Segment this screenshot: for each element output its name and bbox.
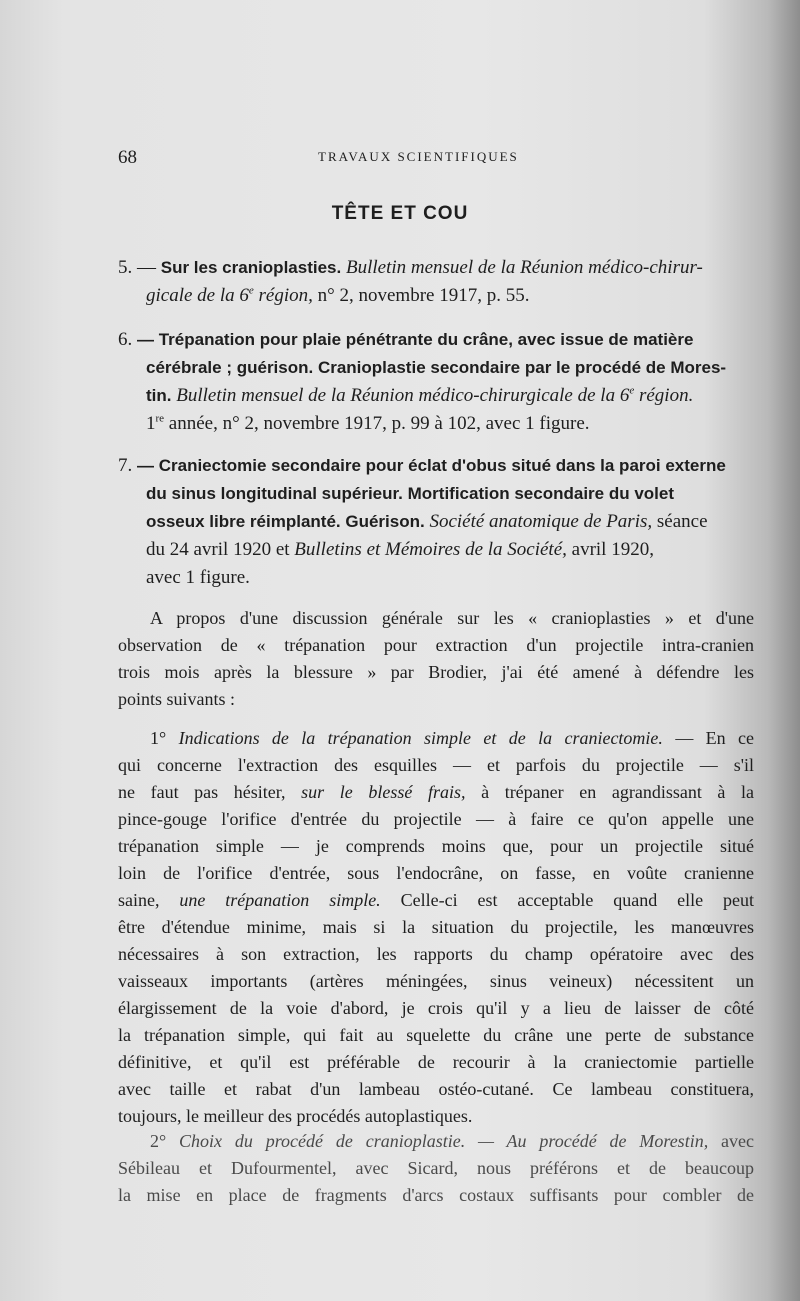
- ref7-line1: 7. — Craniectomie secondaire pour éclat d'obus situé dans la paroi externe: [118, 455, 726, 476]
- section-title: TÊTE ET COU: [331, 203, 469, 224]
- reference-5: [118, 254, 754, 310]
- paragraph-intro: A propos d'une discussion générale sur les « cranioplasties » et d'une observation de « trépanation pour extraction d'un projectile intra-cranien trois mois après la blessure » par Brodier, j'ai été amené à défendre les points suivants :: [118, 608, 754, 709]
- ref7-line3: osseux libre réimplanté. Guérison. Société anatomique de Paris, séance: [146, 511, 708, 532]
- page-number: 68: [118, 147, 137, 168]
- ref5-title: Sur les cranioplasties.: [160, 258, 342, 277]
- ref5-line2: gicale de la 6e région, n° 2, novembre 1917, p. 55.: [146, 284, 530, 306]
- ref5-line1: 5. — Sur les cranioplasties. Bulletin mensuel de la Réunion médico-chirur-: [118, 257, 703, 278]
- ref6-line3: tin. Bulletin mensuel de la Réunion médico-chirurgicale de la 6e région.: [146, 384, 694, 406]
- ref7-line2: du sinus longitudinal supérieur. Mortification secondaire du volet: [146, 484, 675, 503]
- ref6-line2: cérébrale ; guérison. Cranioplastie secondaire par le procédé de Mores-: [146, 358, 727, 377]
- paragraph-indications: 1° Indications de la trépanation simple et de la craniectomie. — En ce qui concerne l'extraction des esquilles — et parfois du projectile — s'il ne faut pas hésiter, sur le blessé frais, à trépaner en agrandissant à la pince-gouge l'orifice d'entrée du projectile — à faire ce qu'on appelle une trépanation simple — je comprends moins que, pour un projectile situé loin de l'orifice d'entrée, sous l'endocrâne, on fasse, en voûte cranienne saine, une trépanation simple. Celle-ci est acceptable quand elle peut être d'étendue minime, mais si la situation du projectile, les manœuvres nécessaires à son extraction, les rapports du champ opératoire avec des vaisseaux importants (artères méningées, sinus veineux) nécessitent un élargissement de la voie d'abord, je crois qu'il y a lieu de laisser de côté la trépanation simple, qui fait au squelette du crâne une perte de substance définitive, et qu'il est préférable de recourir à la craniectomie partielle avec taille et rabat d'un lambeau ostéo-cutané. Ce lambeau constituera, toujours, le meilleur des procédés autoplastiques.: [118, 728, 755, 1126]
- running-title: TRAVAUX SCIENTIFIQUES: [318, 149, 519, 164]
- ref6-line4: 1re année, n° 2, novembre 1917, p. 99 à 102, avec 1 figure.: [146, 412, 590, 434]
- running-head: [118, 147, 752, 177]
- paragraph-choix: 2° Choix du procédé de cranioplastie. — Au procédé de Morestin, avec Sébileau et Dufourmentel, avec Sicard, nous préférons et de beaucoup la mise en place de fragments d'arcs costaux suffisants pour combler de: [118, 1131, 755, 1205]
- reference-6: [118, 326, 754, 438]
- ref7-line5: avec 1 figure.: [146, 567, 250, 588]
- ref6-line1: 6. — Trépanation pour plaie pénétrante du crâne, avec issue de matière: [118, 329, 694, 350]
- ref7-line4: du 24 avril 1920 et Bulletins et Mémoires de la Société, avril 1920,: [146, 539, 654, 560]
- reference-7: [118, 452, 754, 592]
